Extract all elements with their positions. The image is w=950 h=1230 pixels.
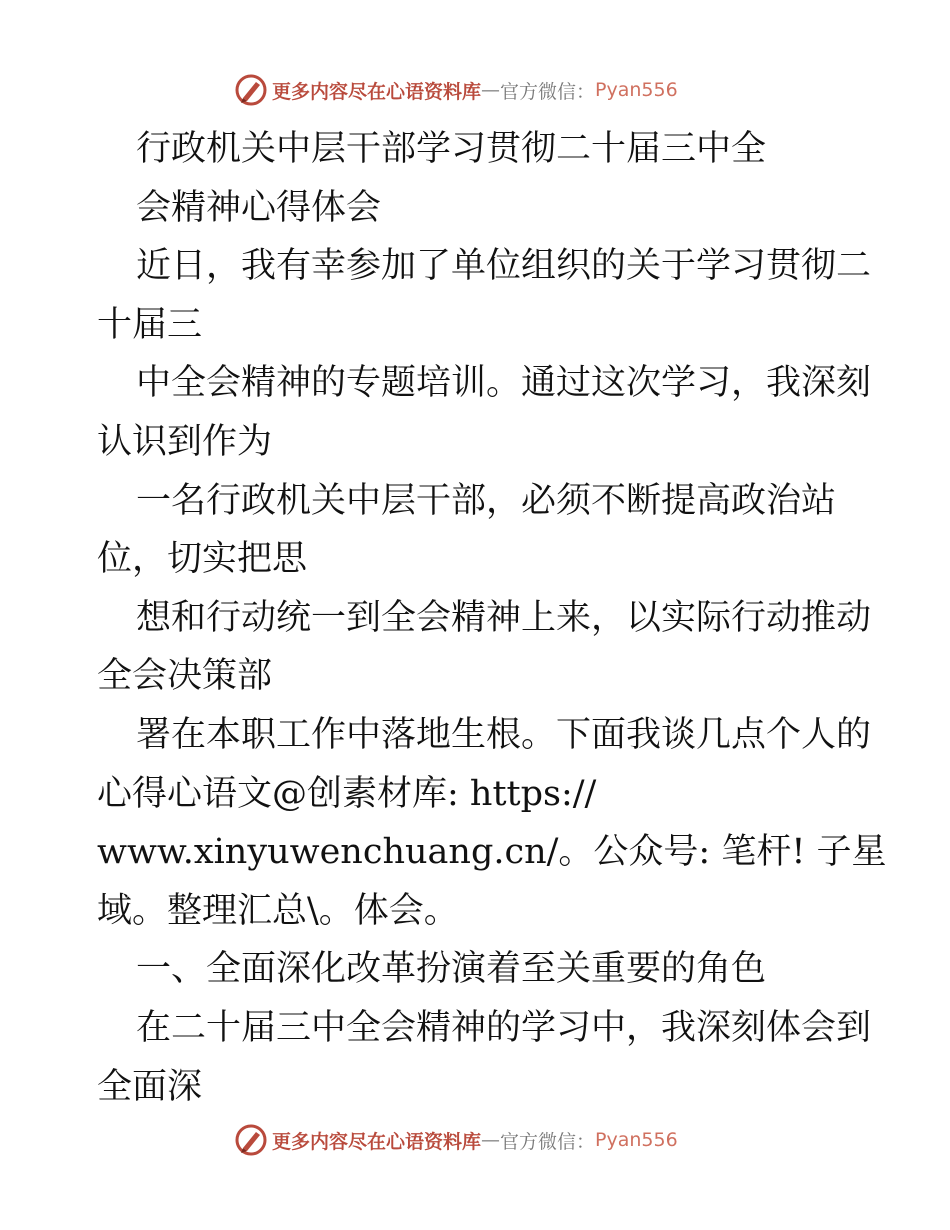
document-line: 署在本职工作中落地生根。下面我谈几点个人的 — [136, 714, 872, 755]
footer-banner[interactable] — [234, 1120, 678, 1160]
pen-circle-logo-icon — [234, 1123, 268, 1157]
document-body — [97, 120, 887, 1116]
document-line: 认识到作为 — [97, 421, 273, 462]
document-line: 全会决策部 — [97, 656, 273, 697]
document-line: 域。整理汇总\。体会。 — [97, 890, 459, 931]
footer-banner-text: 更多内容尽在心语资料库 — [272, 1130, 482, 1153]
document-line: 一、全面深化改革扮演着至关重要的角色 — [136, 949, 767, 990]
document-line: 中全会精神的专题培训。通过这次学习，我深刻 — [136, 363, 872, 404]
header-wechat-id: Pyan556 — [595, 79, 678, 101]
footer-wechat-id: Pyan556 — [595, 1129, 678, 1151]
document-line: 十届三 — [97, 304, 203, 345]
header-wechat-label: 官方微信： — [500, 80, 596, 103]
document-line: 心得心语文@创素材库: https:// — [97, 773, 597, 814]
header-banner-separator: — — [481, 79, 501, 101]
document-line: 一名行政机关中层干部，必须不断提高政治站 — [136, 480, 837, 521]
document-line: 全面深 — [97, 1066, 203, 1107]
pen-circle-logo-icon — [234, 73, 268, 107]
header-banner-text: 更多内容尽在心语资料库 — [272, 80, 482, 103]
document-line: www.xinyuwenchuang.cn/。公众号: 笔杆! 子星 — [97, 832, 887, 873]
document-line: 在二十届三中全会精神的学习中，我深刻体会到 — [136, 1007, 872, 1048]
document-line: 会精神心得体会 — [136, 187, 382, 228]
document-line: 近日，我有幸参加了单位组织的关于学习贯彻二 — [136, 246, 872, 287]
footer-banner-separator: — — [481, 1129, 501, 1151]
document-line: 行政机关中层干部学习贯彻二十届三中全 — [136, 129, 767, 169]
document-line: 位，切实把思 — [97, 539, 308, 580]
footer-wechat-label: 官方微信： — [500, 1130, 596, 1153]
header-banner[interactable] — [234, 70, 678, 110]
document-line: 想和行动统一到全会精神上来，以实际行动推动 — [136, 597, 872, 638]
